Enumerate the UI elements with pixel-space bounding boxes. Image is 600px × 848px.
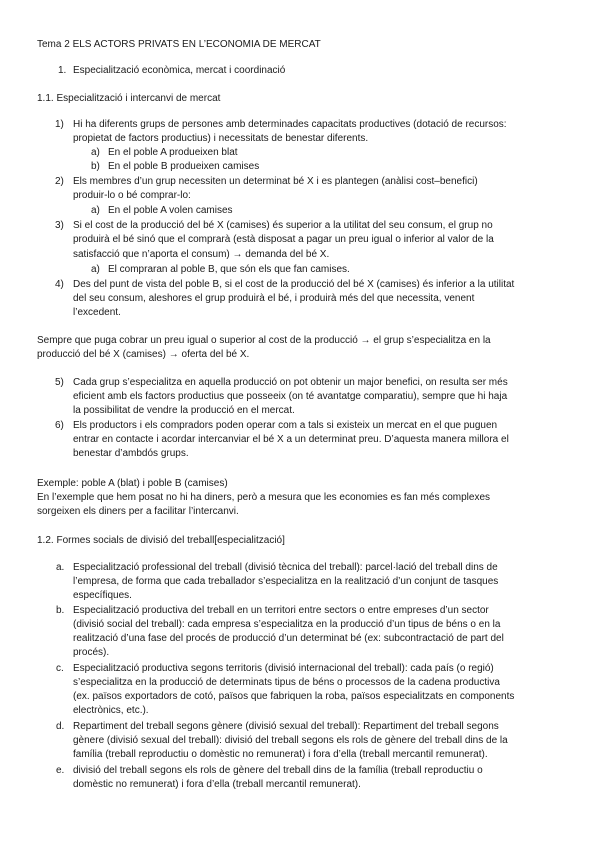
list-item-line: Si el cost de la producció del bé X (camises) és superior a la utilitat del seu consum, el grup no [73,220,493,231]
list-item-number: 1) [55,119,64,130]
sublist-item-text: En el poble A produeixen blat [108,147,238,158]
list-item-letter: e. [56,765,65,776]
list-item-letter: b. [56,605,65,616]
list-item-line: (divisió social del treball): cada empresa s’especialitza en la producció d’un tipus de béns o en la [73,619,501,630]
list-item-line: Hi ha diferents grups de persones amb determinades capacitats productives (dotació de recursos: [73,119,507,130]
list-item-line: eficient amb els factors productius que posseeix (on té avantatge comparatiu), sempre que hi haja [73,391,508,402]
example-line: En l’exemple que hem posat no hi ha diners, però a mesura que les economies es fan més complexes [37,492,491,503]
list-item-number: 5) [55,377,64,388]
document-title: Tema 2 ELS ACTORS PRIVATS EN L’ECONOMIA DE MERCAT [37,39,321,50]
sublist-item-letter: b) [91,161,100,172]
list-item-line: satisfacció que n’aporta el consum) → demanda del bé X. [73,249,330,260]
sublist-item-letter: a) [91,147,100,158]
list-item-line: (ex. països exportadors de cotó, països que fabriquen la roba, països especialitzats en components [73,691,515,702]
section-number: 1. [58,65,67,76]
sublist-item-text: El compraran al poble B, que són els que fan camises. [108,264,350,275]
section-title: Especialització econòmica, mercat i coordinació [73,65,286,76]
list-item-number: 2) [55,176,64,187]
list-item-line: l’excedent. [73,307,121,318]
list-item-line: específiques. [73,590,132,601]
list-item-line: Els productors i els compradors poden operar com a tals si existeix un mercat en el que puguen [73,420,498,431]
list-item-line: Des del punt de vista del poble B, si el cost de la producció del bé X (camises) és inferior a la utilitat [73,279,515,290]
example-line: sorgeixen els diners per a facilitar l’intercanvi. [37,506,239,517]
list-item-line: del seu consum, aleshores el grup produirà el bé, i produirà més del que necessita, venent [73,293,475,304]
list-item-line: la possibilitat de vendre la producció en el mercat. [73,405,295,416]
list-item-line: Repartiment del treball segons gènere (divisió sexual del treball): Repartiment del treball segons [73,721,499,732]
sublist-item-text: En el poble A volen camises [108,205,233,216]
list-item-letter: d. [56,721,65,732]
list-item-line: divisió del treball segons els rols de gènere del treball dins de la família (treball reproductiu o [73,765,483,776]
list-item-line: propietat de factors productius) i necessitats de benestar diferents. [73,133,369,144]
list-item-line: s’especialitza en la producció de determinats tipus de béns o processos de la cadena productiva [73,677,500,688]
paragraph-line: producció del bé X (camises) → oferta del bé X. [37,349,250,360]
list-item-line: Especialització professional del treball (divisió tècnica del treball): parcel·lació del treball dins de [73,562,498,573]
list-item-line: procés). [73,647,110,658]
list-item-line: gènere (divisió sexual del treball): divisió del treball segons els rols de gènere del treball dins de la [73,735,508,746]
list-item-line: electrònics, etc.). [73,705,149,716]
list-item-number: 4) [55,279,64,290]
list-item-line: Cada grup s’especialitza en aquella producció on pot obtenir un major benefici, on resulta ser més [73,377,508,388]
list-item-line: família (treball reproductiu o domèstic no remunerat) i fora d’ella (treball mercantil remunerat). [73,749,488,760]
sublist-item-text: En el poble B produeixen camises [108,161,260,172]
sublist-item-letter: a) [91,264,100,275]
list-item-line: domèstic no remunerat) i fora d’ella (treball mercantil remunerat). [73,779,361,790]
list-item-line: entrar en contacte i acordar intercanviar el bé X a un determinat preu. D’aquesta manera millora el [73,434,509,445]
subsection-heading: 1.1. Especialització i intercanvi de mercat [37,93,221,104]
list-item-line: Especialització productiva segons territoris (divisió internacional del treball): cada país (o regió) [73,663,494,674]
paragraph-line: Sempre que puga cobrar un preu igual o superior al cost de la producció → el grup s’especialitza en la [37,335,491,346]
list-item-line: Especialització productiva del treball en un territori entre sectors o entre empreses d’un sector [73,605,489,616]
example-line: Exemple: poble A (blat) i poble B (camises) [37,478,228,489]
sublist-item-letter: a) [91,205,100,216]
list-item-line: realització d’una fase del procés de producció d’un determinat bé (ex: subcontractació de part del [73,633,504,644]
list-item-number: 6) [55,420,64,431]
list-item-line: benestar d’ambdós grups. [73,448,189,459]
list-item-number: 3) [55,220,64,231]
list-item-line: produirà el bé sinó que el comprarà (està disposat a pagar un preu igual o inferior al valor de la [73,234,494,245]
list-item-letter: a. [56,562,65,573]
list-item-letter: c. [56,663,64,674]
subsection-heading: 1.2. Formes socials de divisió del treball[especialització] [37,535,285,546]
list-item-line: produir-lo o bé comprar-lo: [73,190,191,201]
list-item-line: l’empresa, de forma que cada treballador s’especialitza en la realització d’un conjunt de tasques [73,576,499,587]
list-item-line: Els membres d’un grup necessiten un determinat bé X i es plantegen (anàlisi cost–benefici) [73,176,478,187]
